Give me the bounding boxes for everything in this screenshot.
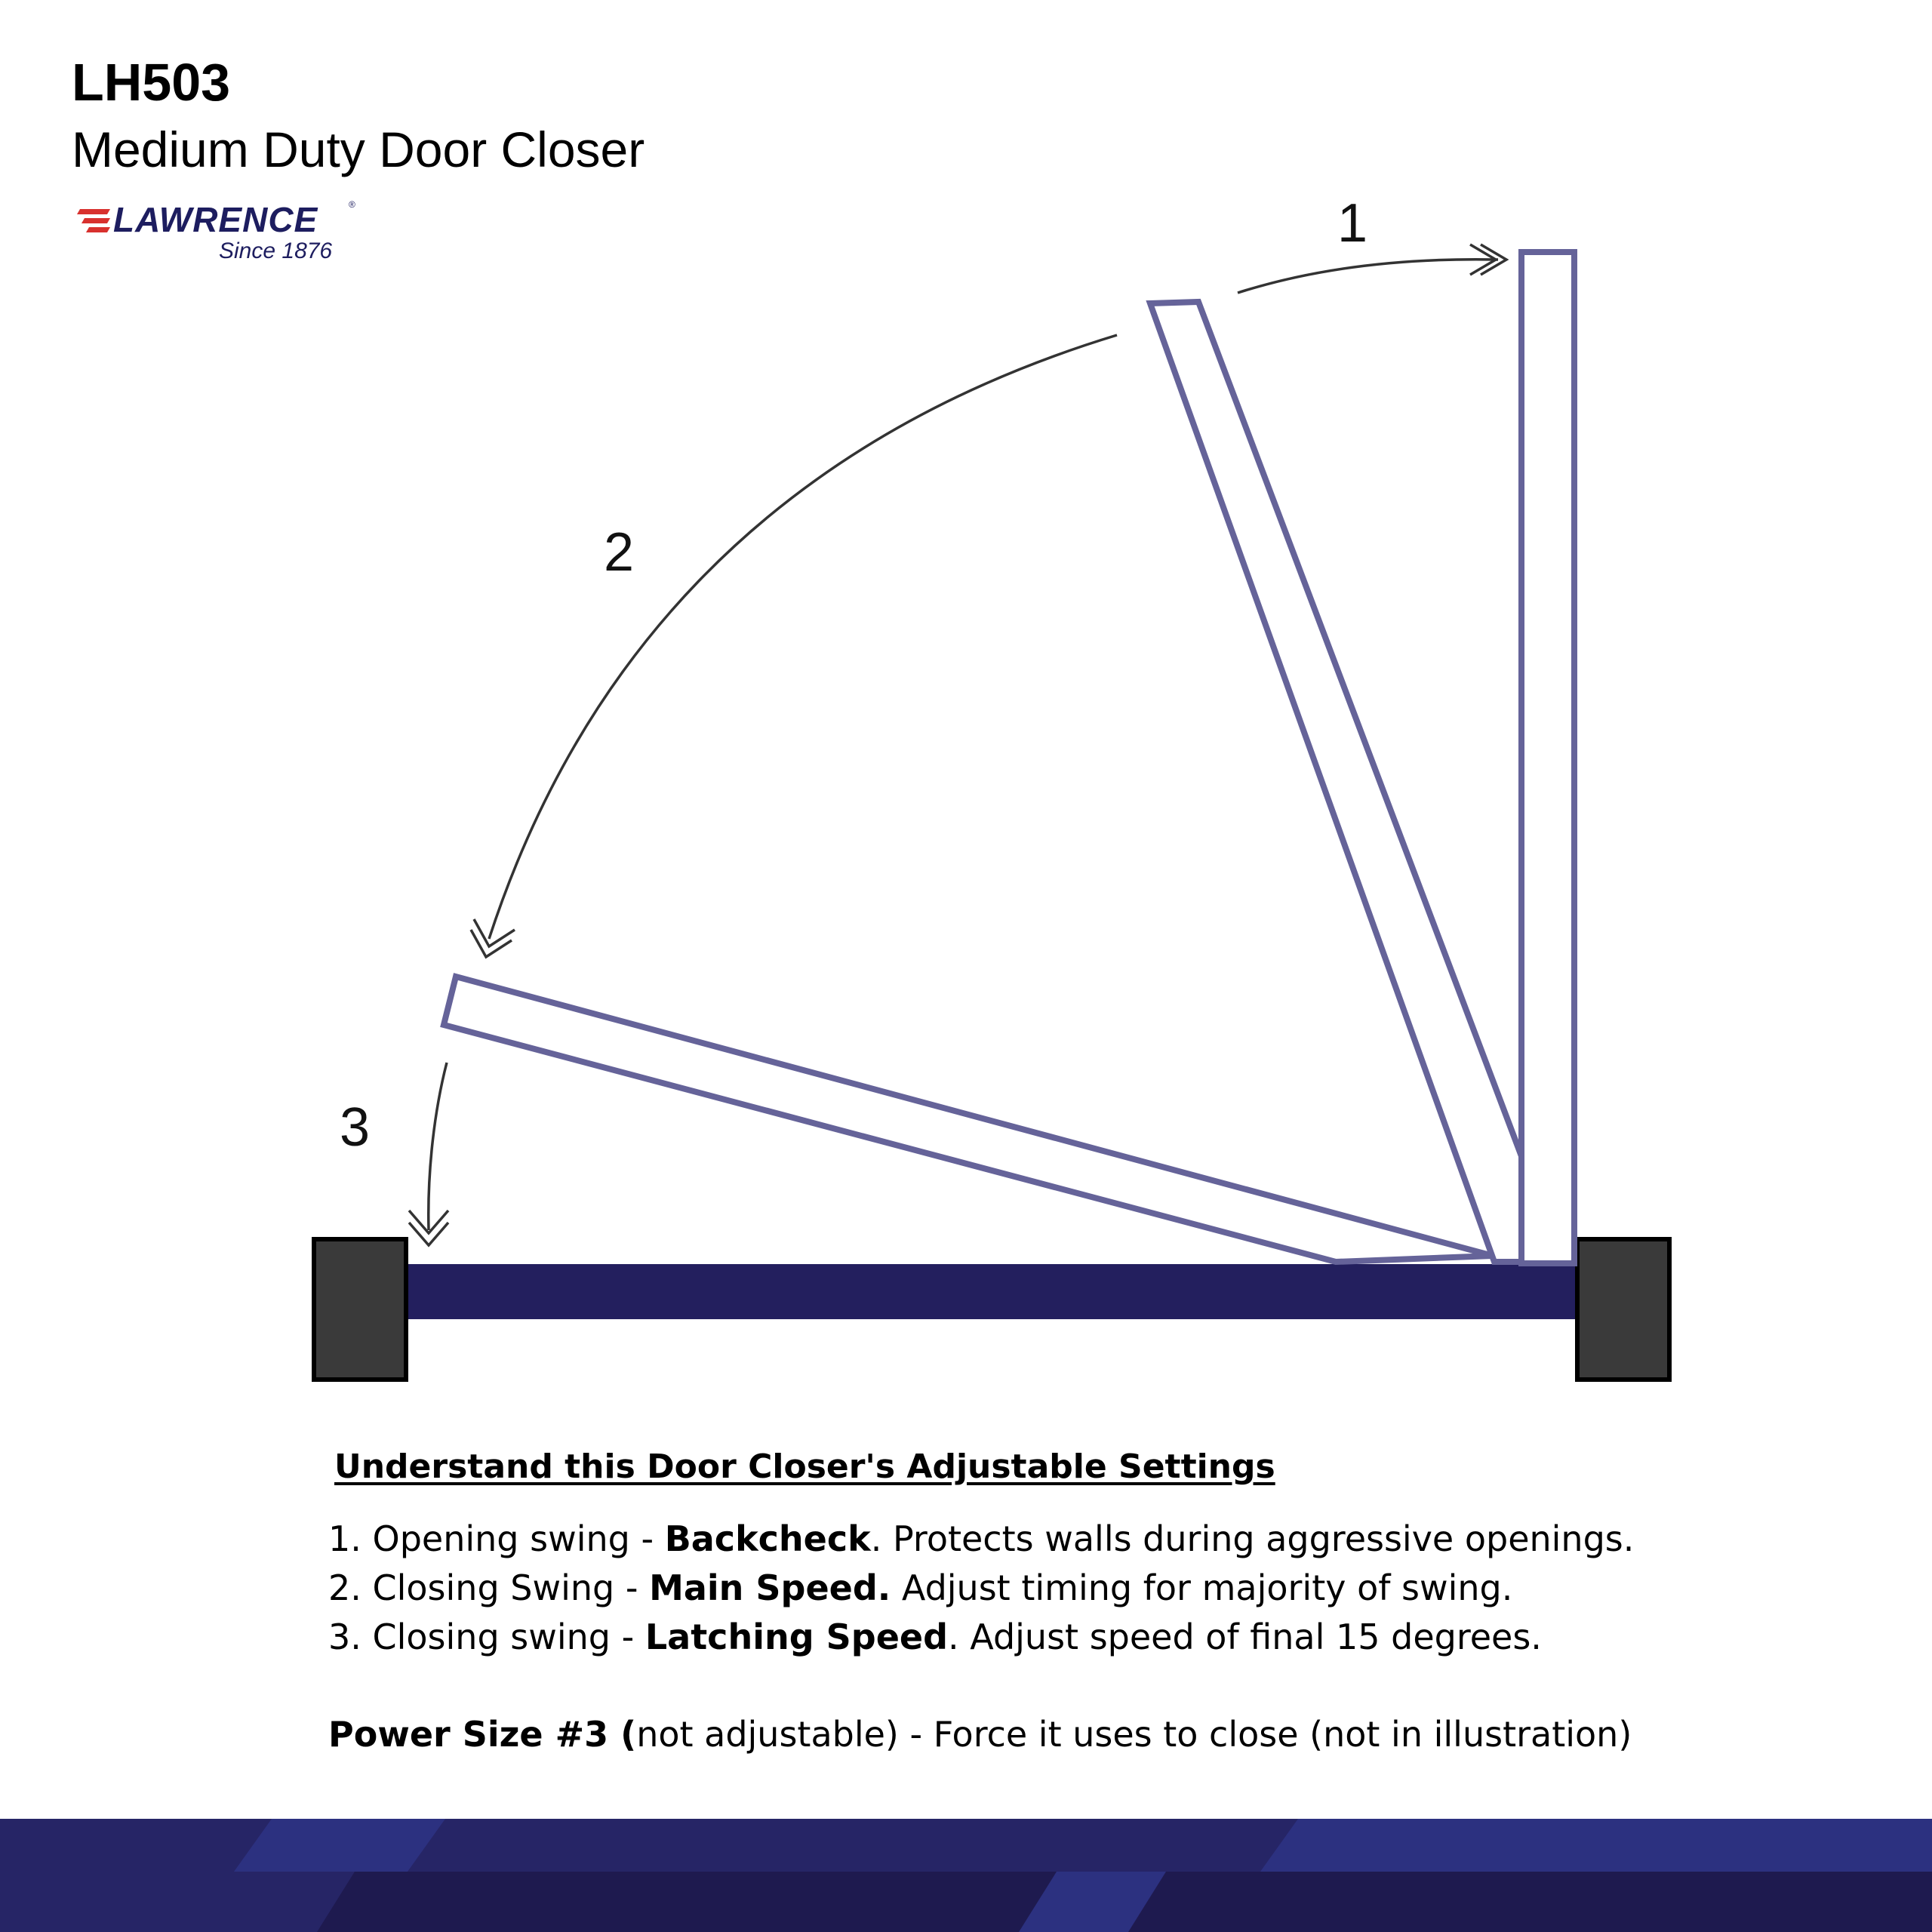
setting-prefix: 2. Closing Swing -: [328, 1567, 650, 1608]
setting-prefix: 3. Closing swing -: [328, 1617, 645, 1657]
left-jamb: [314, 1239, 406, 1380]
arc-latching-speed: [429, 1063, 447, 1230]
footer-band: [0, 1819, 1932, 1932]
door-nearly-closed: [444, 977, 1493, 1262]
logo-registered-mark: ®: [349, 199, 355, 210]
door-fully-open: [1521, 252, 1574, 1263]
setting-name: Latching Speed: [645, 1617, 949, 1657]
step-label-3: 3: [340, 1097, 371, 1158]
step-label-2: 2: [604, 522, 635, 583]
adjustable-settings: [328, 1447, 1687, 1759]
logo-wordmark: LAWRENCE: [113, 200, 318, 239]
setting-description: Adjust timing for majority of swing.: [891, 1567, 1513, 1608]
setting-prefix: 1. Opening swing -: [328, 1518, 665, 1559]
power-size-label: Power Size #3 (: [328, 1714, 637, 1755]
power-size-note: [328, 1710, 1687, 1759]
setting-name: Main Speed.: [649, 1567, 891, 1608]
logo-tagline: Since 1876: [219, 238, 333, 263]
setting-description: . Protects walls during aggressive openings.: [870, 1518, 1635, 1559]
arc-main-speed: [489, 335, 1117, 939]
step-label-1: 1: [1337, 193, 1368, 254]
threshold-bar: [404, 1264, 1577, 1319]
right-jamb: [1577, 1239, 1669, 1380]
setting-item: [328, 1564, 1687, 1613]
power-size-description: not adjustable) - Force it uses to close (not in illustration): [636, 1714, 1632, 1755]
setting-name: Backcheck: [664, 1518, 871, 1559]
setting-item: [328, 1515, 1687, 1564]
product-name: Medium Duty Door Closer: [72, 122, 645, 177]
door-mid-swing: [1150, 302, 1526, 1262]
settings-heading: Understand this Door Closer's Adjustable Settings: [334, 1447, 1275, 1486]
footer-stripe: [0, 1872, 355, 1932]
arc-backcheck: [1238, 260, 1498, 293]
setting-item: [328, 1613, 1687, 1662]
footer-stripe: [1260, 1819, 1932, 1872]
setting-description: . Adjust speed of final 15 degrees.: [948, 1617, 1542, 1657]
product-code: LH503: [72, 53, 231, 112]
